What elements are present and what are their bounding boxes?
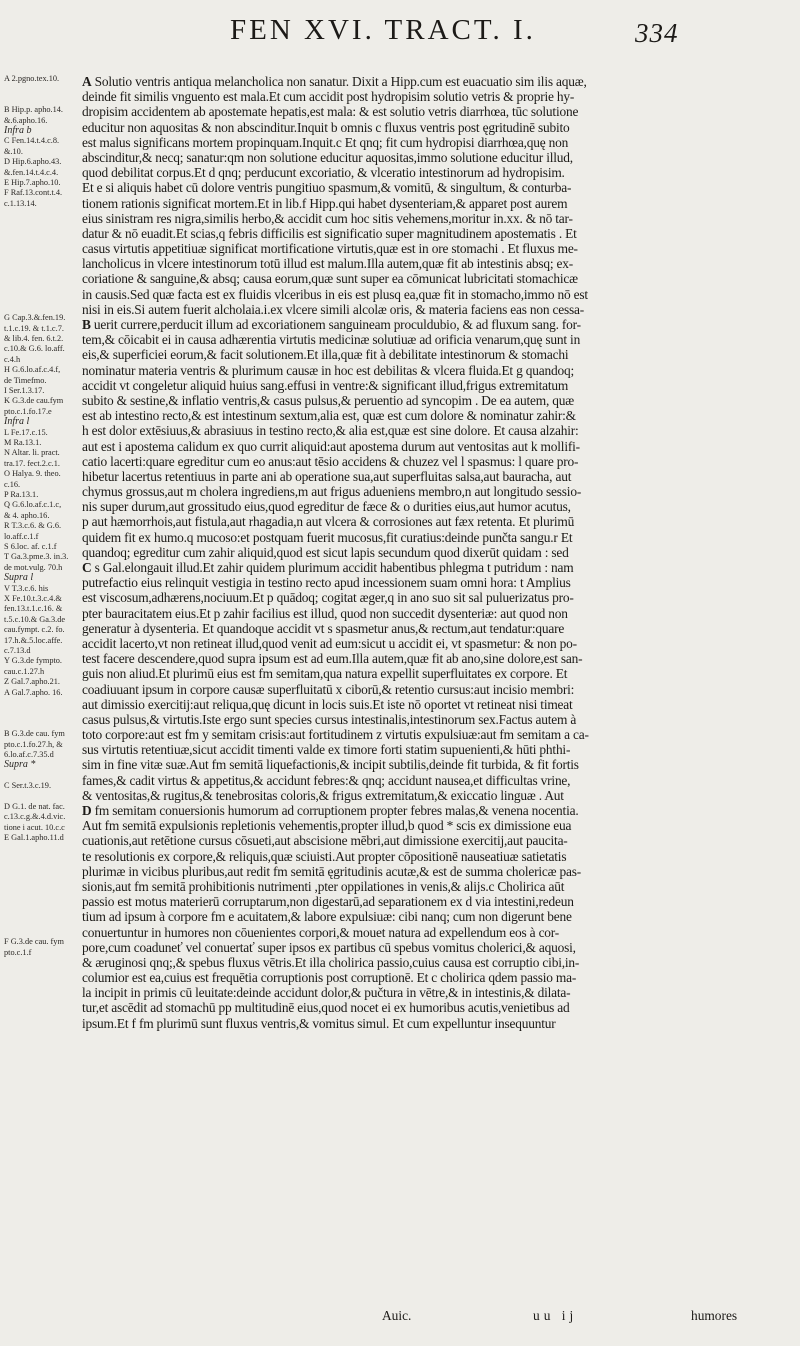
text-line: plurimæ in vicibus pluribus,aut redit fm semitā ęgritudinis acutæ,& est de summa cholericæ pas- [82,863,582,879]
text-line: est ab intestino recto,& est intestinum sextum,alia est, quæ est cum dolore & nominatur zahir:& [82,408,576,424]
margin-note: P Ra.13.1. [4,490,39,499]
margin-note: Infra b [4,125,32,136]
text-line: pore,cum coaduneť vel conuertať super ipsos ex partibus cū spebus vomitus cholerici,& aquosi, [82,939,576,955]
text-line: tur,et ascēdit ad stomachū pp multitudinē eius,quod nocet ei ex humoribus acutis,venietibus ad [82,1000,570,1016]
margin-note: & 4. apho.16. [4,510,50,520]
margin-note: F Raf.13.cont.t.4. [4,188,63,198]
text-line: coadiuuant ipsum in corpore causæ superfluitatū x ciborū,& retentio cursus:aut incisio membri: [82,681,575,697]
margin-note: & lib.4. fen. 6.t.2. [4,334,64,343]
margin-note: N Altar. li. pract. [4,448,60,458]
margin-note: Supra l [4,572,34,584]
margin-note: Y G.3.de fympto. [4,656,62,666]
text-line: lancholicus in vlcere intestinorum totū illud est malum.Illa autem,quæ fit ab intestinis absq; ex- [82,256,574,272]
text-line: catio lacerti:quare egreditur cum eo anus:aut tēsio accidens & chuzez vel l spasmus: l quare pro- [82,453,579,469]
margin-note: 6.lo.af.c.7.35.d [4,750,54,759]
margin-note: C Fen.14.t.4.c.8. [4,136,60,146]
margin-note: cau.fympt. c.2. fo. [4,625,65,635]
text-line: accidit vt congeletur aliquid huius sang.effusi in ventre:& significant illud,frigus extremitatum [82,377,569,393]
text-line: columior est ea,cuius est frequētia corruptionis post corruptionē. Et c cholirica qdem passio ma- [82,970,577,986]
margin-note: c.4.h [4,354,21,364]
text-line: deinde fit similis vnguento est mala.Et cum accidit post hydropisim solutio vetris & proprie hy- [82,89,575,105]
margin-note: B G.3.de cau. fym [4,729,65,739]
footer-catch-left: Auic. [382,1308,412,1323]
margin-note: L Fe.17.c.15. [4,427,48,437]
text-line: nis super durum,aut grossitudo eius,quod egreditur de fæce & o durities eius,aut humor acutus, [82,499,571,515]
margin-note: H G.6.lo.af.c.4.f, [4,365,61,375]
text-line: datur & nō euadit.Et scias,q febris difficilis est significatio super magnitudinem apostematis . Et [82,225,577,241]
page-header [0,14,800,54]
text-line: sus virtutis retentiuæ,sicut accidit timenti valde ex timore forti statim supuenienti,& hūti phthi- [82,742,571,758]
margin-note: F G.3.de cau. fym [4,937,64,947]
margin-note: S 6.loc. af. c.1.f [4,542,57,551]
margin-note: Q G.6.lo.af.c.1.c, [4,500,62,510]
text-line: passio est motus materierū corruptarum,non digestarū,ad separationem ex d via intestini,redeun [82,894,574,910]
margin-note: Z Gal.7.apho.21. [4,677,60,687]
text-line: putrefactio eius relinquit vestigia in testino recto apud incessionem suam omni hora: t Amplius [82,575,571,591]
text-line: educitur non aquositas & non abscinditur.Inquit b omnis c fluxus ventris post ęgritudinē subito [82,119,570,135]
text-line: D fm semitam conuersionis humorum ad corruptionem propter febres malas,& venena nocentia. [82,803,579,818]
text-line: Et e si aliquis habet cū dolore ventris pungitiuo spasmum,& vomitū, & singultum, & conturba- [82,180,572,196]
margin-note: fen.13.t.1.c.16. & [4,604,63,614]
text-line: ipsum.Et f fm plurimū sunt fluxus ventris,& vomitus simul. Et cum expelluntur insequuntur [82,1015,556,1031]
margin-note: G Cap.3.&.fen.19. [4,313,66,323]
margin-note: Supra * [4,759,36,771]
text-line: conuertuntur in humores non cōuenientes corpori,& mouet natura ad expellendum eos à cor- [82,924,560,940]
margin-note: c.13.c.g.&.4.d.vic. [4,812,66,822]
text-line: subito & sestine,& inflatio ventris,& casus pulsus,& peruentio ad syncopim . De ea autem, quæ [82,392,575,408]
margin-note: pto.c.1.f [4,947,32,957]
signature-mark: uu ij [533,1308,578,1323]
margin-note: R T.3.c.6. & G.6. [4,521,62,531]
text-line: eius sinistram res nigra,similis herbo,& accidit cum hoc sitis vehemens,moritur in.xx. & nō tar- [82,210,573,226]
text-line: aut est i apostema calidum ex quo currit aliquid:aut apostema durum aut ventositas aut k mollifi- [82,438,580,454]
margin-note: lo.aff.c.1.f [4,531,39,541]
margin-note: de Timefmo. [4,375,47,385]
text-line: tium ad ipsum à corpore fm e acuitatem,& labore expulsiuæ: cibi nanq; cum non digerunt bene [82,909,572,925]
text-line: in causis.Sed quæ facta est ex fluidis vlceribus in eis est plusq ea,quæ fit in stomacho,immo nō est [82,286,588,302]
margin-note: I Ser.1.3.17. [4,386,45,395]
text-line: toto corpore:aut est fm y semitam crisis:aut fortitudinem z virtutis expulsiuæ:aut fm semitam a ca- [82,727,589,743]
text-line: quod debilitat corpus.Et d qnq; perducunt excoriatio, & vlceratio intestinorum ad hydropisim. [82,165,565,181]
margin-note: O Halya. 9. theo. [4,469,61,479]
margin-note: K G.3.de cau.fym [4,396,64,406]
page-number: 334 [635,18,679,48]
margin-note: D Hip.6.apho.43. [4,157,62,167]
text-line: la incipit in primis cū leuitate:deinde accidunt dolor,& pučtura in vētre,& in intestinis,& dilata- [82,985,571,1001]
margin-note: tra.17. fect.2.c.1. [4,458,60,468]
text-line: aut dimissio exercitij:aut reliqua,quę dicunt in locis suis.Et iste nō oportet vt retineat nisi timeat [82,696,573,712]
margin-note: pto.c.1.fo.27.h, & [4,739,63,749]
margin-note: &.6.apho.16. [4,115,48,125]
margin-note: X Fe.10.t.3.c.4.& [4,594,62,603]
text-line: est viscosum,adhærens,nociuum.Et p quādoq; cogitat æger,q in ano suo sit sal puluerizatus pro- [82,590,574,606]
text-line: quandoq; egreditur cum zahir aliquid,quod est sicut lapis secundum quod dixerūt quidam : sed [82,544,569,560]
margin-note: pto.c.1.fo.17.e [4,406,52,416]
text-line: accidit lacerto,vt non retineat illud,quod venit ad eum:sicut u accidit ei, vt spasmetur: & non po- [82,635,577,651]
text-line: test facere descendere,quod supra ipsum est ad eum.Illa autem,quæ fit ab ano,sine dolore,est san- [82,651,583,667]
text-line: eis,& superficiei eorum,& facit solutionem.Et illa,quæ fit à debilitate intestinorum & stomachi [82,347,569,363]
main-text-column [82,74,796,1031]
margin-note: c.16. [4,479,21,489]
text-line: pter bauracitatem eius.Et p zahir facilius est illud, quod non succedit dysenteriæ: aut quod non [82,605,568,621]
text-line: & æruginosi qnq;,& spebus fluxus vētris.Et illa cholirica passio,cuius causa est corruptio cibi,in- [82,954,580,970]
text-line: casus pulsus,& virtutis.Iste ergo sunt species cursus intestinalis,intestinorum sex.Factus autem à [82,711,577,727]
catchword: humores [691,1308,738,1323]
text-line: cuationis,aut retētione cursus cōsueti,aut abscisione mēbri,aut dimissione exercitij,aut paucita- [82,833,568,849]
text-line: quidem fit ex humo.q mucoso:et postquam fuerit mucosus,fit curatius:deinde punčta sangu.r Et [82,529,573,545]
margin-note: t.5.c.10.& Ga.3.de [4,614,66,624]
margin-note: &.10. [4,146,23,156]
text-line: sim in fine vitæ suæ.Aut fm semitā liquefactionis,& incipit subtilis,deinde fit turbida, & fit fortis [82,757,579,773]
margin-note: V T.3.c.6. his [4,583,49,593]
text-line: casus virtutis appetitiuæ significat mortificatione virtutis,quæ est in ore stomachi . Et fluxus me- [82,241,578,257]
text-line: tionem rationis significat mortem.Et in lib.f Hipp.qui habet dysenteriam,& apparet post aurem [82,195,568,211]
margin-note: Infra l [4,416,30,428]
text-line: chymus grossus,aut m cholera ingrediens,m aut frigus adueniens membro,n aut longitudo sessio- [82,484,582,500]
text-line: coriatione & sanguine,& absq; causa eorum,quæ sunt super ea cōmunicat lubricitati stomachicæ [82,271,578,287]
text-line: nisi in eis.Si autem fuerit alcholaia.i.ex vlcere simili alcolæ oris, & materia faciens eas non cessa- [82,301,585,317]
margin-note: c.1.13.14. [4,198,37,208]
margin-note: B Hip.p. apho.14. [4,105,63,115]
margin-note: cau.c.1.27.h [4,666,45,676]
text-line: hibetur lacertus retentiuus in parte ani ab operatione sua,aut superfluitas salsa,aut bauracha, aut [82,468,572,484]
text-line: p aut hæmorrhois,aut fistula,aut rhagadia,n aut vlcera & corrosiones aut fæx retenta. Et plurimū [82,514,575,530]
margin-note: C Ser.t.3.c.19. [4,781,52,791]
text-line: Aut fm semitā expulsionis repletionis vehementis,propter illud,b quod * scis ex dimissione eua [82,818,572,834]
margin-note: T Ga.3.pme.3. in.3. [4,552,69,562]
margin-note: c.10.& G.6. lo.aff. [4,344,65,354]
margin-note: E Hip.7.apho.10. [4,178,61,187]
text-line: & ventositas,& rugitus,& tenebrositas coloris,& frigus extremitatum,& exiccatio linguæ . Aut [82,787,564,803]
margin-note: t.1.c.19. & t.1.c.7. [4,323,64,333]
text-line: sionis,aut fm semitā prohibitionis nutrimenti ,pter oppilationes in venis,& alijs.c Cholirica aūt [82,878,565,894]
margin-note: de mot.vulg. 70.h [4,562,63,572]
text-line: generatur à dysenteria. Et quandoque accidit vt s spasmetur anus,& rectum,aut tendatur:quare [82,620,565,636]
margin-note: A Gal.7.apho. 16. [4,687,63,697]
text-line: nominatur materia ventris & plurimum causæ in hoc est debilitas & vlcera fluida.Et g quandoq; [82,362,574,378]
margin-notes [4,74,80,1314]
margin-note: A 2.pgno.tex.10. [4,74,60,83]
margin-note: c.7.13.d [4,646,31,655]
text-line: est malus significans mortem propinquam.Inquit.c Et qnq; fit cum hydropisi diarrhœa,quę non [82,134,569,150]
text-line: guis non aliud.Et plurimū eius est fm semitam,qua natura expellit superfluitates ex corpore. Et [82,666,568,682]
margin-note: &.fen.14.t.4.c.4. [4,167,59,177]
margin-note: 17.h.&.5.loc.affe. [4,635,63,645]
text-line: B uerit currere,perducit illum ad excoriationem sanguineam proculdubio, & ad fluxum sang. for- [82,317,581,332]
text-line: A Solutio ventris antiqua melancholica non sanatur. Dixit a Hipp.cum est euacuatio sim ilis aquæ, [82,74,587,89]
text-line: dropisim accidentem ab apostemate hepatis,est mala: & est solutio vetris diarrhœa, tūc solutione [82,104,579,120]
text-line: fames,& cadit virtus & appetitus,& accidunt febres:& qnq; accidunt nausea,et difficultas vrine, [82,772,571,788]
margin-note: D G.1. de nat. fac. [4,802,65,811]
margin-note: M Ra.13.1. [4,438,42,447]
running-title: FEN XVI. TRACT. I. [230,14,536,46]
page-footer [0,1308,800,1328]
margin-note: E Gal.1.apho.11.d [4,833,64,843]
text-line: tem,& cōicabit ei in causa adhærentia virtutis medicinæ solutiuæ ad orificia venarum,quę sunt in [82,332,581,348]
text-line: C s Gal.elongauit illud.Et zahir quidem plurimum accidit habentibus phlegma t putridum : nam [82,560,574,575]
text-line: h est dolor extēsiuus,& abrasiuus in testino recto,& alia est,quæ est sine dolore. Et causa alzahir: [82,423,579,439]
text-line: te resolutionis ex corpore,& reliquis,quæ sciuisti.Aut propter cōpositionē nauseatiuæ satietatis [82,848,567,864]
text-line: abscinditur,& necq; sanatur:qm non solutione educitur aquositas,immo solutione educitur illud, [82,149,573,165]
margin-note: tione i acut. 10.c.c [4,822,65,832]
